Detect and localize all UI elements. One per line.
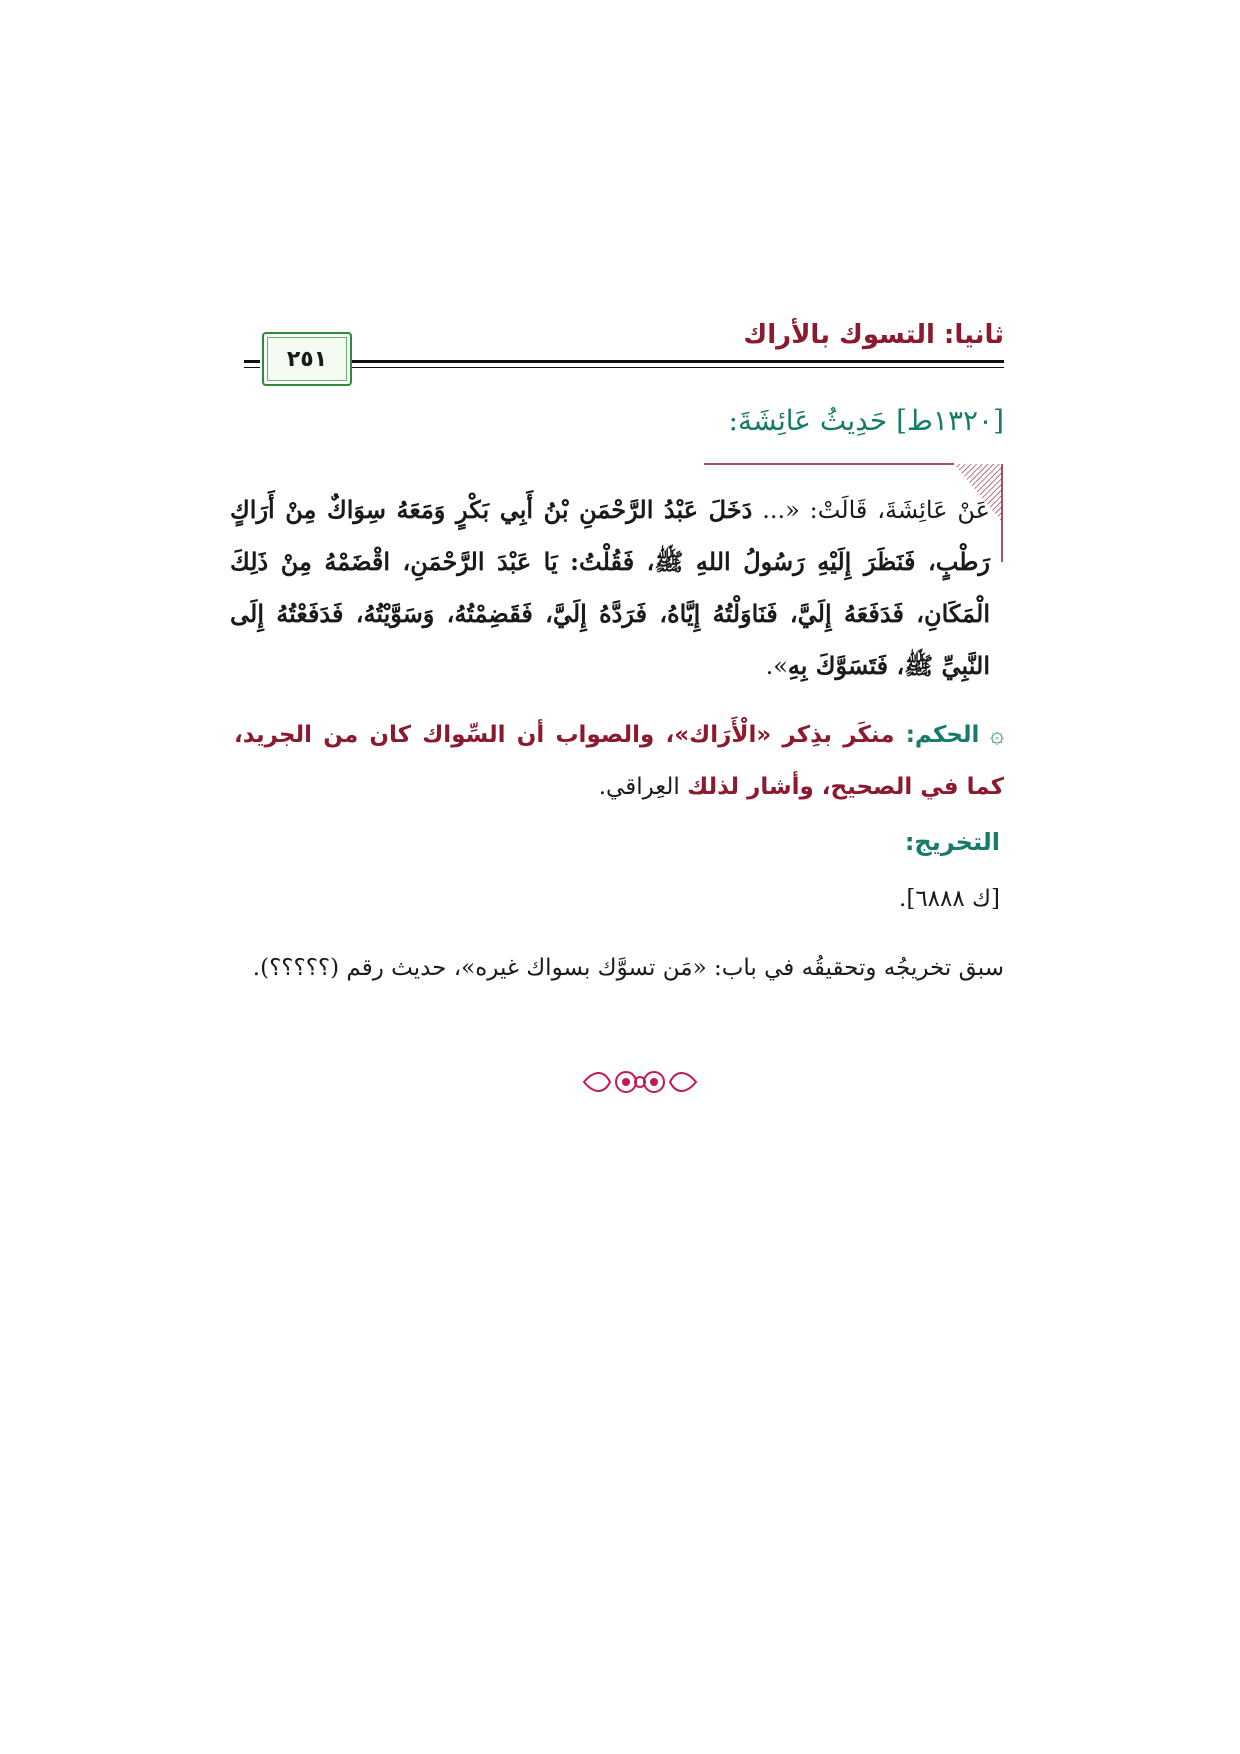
end-ornament-icon: [580, 1062, 700, 1102]
page-header: [244, 316, 1004, 392]
ruling-text: منكَر بذِكر «الْأَرَاك»، والصواب أن السِّواك كان من الجريد، كما في الصحيح، وأشار لذلك: [234, 722, 1004, 800]
takhrij-heading: التخريج:: [904, 828, 1000, 856]
hadith-heading: [١٣٢٠ط] حَدِيثُ عَائِشَةَ:: [728, 404, 1004, 437]
ruling-label: الحكم:: [905, 722, 980, 748]
hadith-text: [230, 484, 990, 692]
chapter-title: ثانيا: التسوك بالأراك: [743, 320, 1004, 350]
takhrij-note: سبق تخريجُه وتحقيقُه في باب: «مَن تسوَّك بسواك غيره»، حديث رقم (؟؟؟؟؟).: [252, 955, 1004, 981]
hadith-intro: عَنْ عَائِشَةَ، قَالَتْ: «...: [752, 496, 991, 524]
header-rule: [324, 360, 1004, 363]
header-rule: [244, 367, 260, 368]
page-number: ٢٥١: [286, 346, 328, 372]
header-rule: [244, 360, 260, 363]
hadith-body: دَخَلَ عَبْدُ الرَّحْمَنِ بْنُ أَبِي بَكْرٍ وَمَعَهُ سِوَاكٌ مِنْ أَرَاكٍ رَطْبٍ، فَنَظَرَ إِلَيْهِ رَسُولُ اللهِ ﷺ، فَقُلْتُ: يَا عَبْدَ الرَّحْمَنِ، اقْضَمْهُ مِنْ ذَلِكَ الْمَكَانِ، فَدَفَعَهُ إِلَيَّ، فَنَاوَلْتُهُ إِيَّاهُ، فَرَدَّهُ إِلَيَّ، فَقَضِمْتُهُ، وَسَوَّيْتُهُ، فَدَفَعْتُهُ إِلَى النَّبِيِّ ﷺ، فَتَسَوَّكَ بِهِ: [230, 495, 990, 680]
ruling-paragraph: [234, 708, 1004, 813]
hadith-ending: ».: [765, 652, 788, 680]
takhrij-reference: [ك ٦٨٨٨].: [899, 886, 1000, 912]
flower-icon: ۞: [989, 720, 1005, 748]
header-rule: [324, 367, 1004, 368]
ruling-text-end: العِراقي.: [598, 774, 688, 800]
page-number-frame: [262, 332, 352, 386]
